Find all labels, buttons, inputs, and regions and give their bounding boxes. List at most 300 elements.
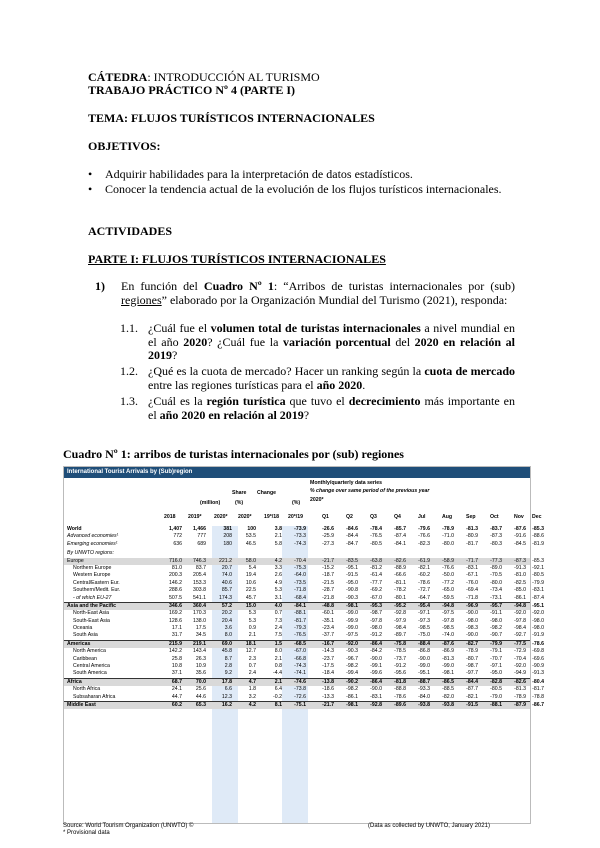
table-cell: 360.4 (193, 602, 206, 609)
table-cell: -97.8 (514, 617, 526, 624)
table-cell: 5.3 (274, 587, 282, 594)
table-cell: 169.2 (169, 610, 182, 617)
month-header: Q4 (394, 514, 401, 520)
table-cell: -79.9 (532, 579, 544, 586)
sub-question-1-2 (120, 364, 515, 392)
table-cell: 4.7 (248, 678, 256, 685)
table-cell: 2.4 (274, 625, 282, 632)
table-cell: -99.6 (370, 670, 382, 677)
table-cell: 74.0 (221, 572, 232, 579)
table-cell: 68.7 (171, 678, 182, 685)
table-cell: -77.5 (514, 640, 526, 647)
pct-header: (%) (235, 500, 244, 506)
table-cell: -67.0 (370, 594, 382, 601)
table-cell: -90.8 (346, 587, 358, 594)
table-cell: -23.7 (322, 655, 334, 662)
table-cell: -81.9 (532, 540, 544, 547)
table-cell: -80.1 (394, 594, 406, 601)
table-cell: 2.1 (248, 632, 256, 639)
table-cell: -92.0 (514, 663, 526, 670)
table-cell: -95.2 (394, 602, 406, 609)
table-cell: 208 (223, 533, 232, 540)
question-number: 1) (95, 279, 105, 293)
table-cell: 143.4 (193, 648, 206, 655)
sq-bold: variación porcentual (283, 334, 391, 349)
table-cell: -76.6 (418, 533, 430, 540)
table-cell: -17.5 (322, 663, 334, 670)
table-cell: -28.7 (322, 587, 334, 594)
table-cell: -84.6 (346, 526, 358, 532)
table-cell: -78.5 (394, 648, 406, 655)
table-cell: -75.1 (294, 701, 306, 708)
table-cell: -99.0 (346, 610, 358, 617)
table-row (64, 572, 544, 579)
table-cell: -89.0 (490, 564, 502, 571)
table-cell: -18.6 (322, 686, 334, 693)
table-cell: -48.8 (322, 602, 334, 609)
table-cell: 17.5 (195, 625, 206, 632)
table-cell: -21.7 (322, 701, 334, 708)
table-cell: -60.2 (418, 572, 430, 579)
table-cell: -66.6 (394, 572, 406, 579)
table-cell: -81.3 (442, 655, 454, 662)
table-cell: -98.3 (466, 625, 478, 632)
month-header: Nov (514, 514, 524, 520)
table-cell: -93.3 (418, 686, 430, 693)
table-cell: -82.5 (514, 579, 526, 586)
table-cell: -82.3 (418, 540, 430, 547)
table-cell: -82.1 (466, 693, 478, 700)
table-cell: -77.3 (490, 557, 502, 564)
table-cell: 142.2 (169, 648, 182, 655)
sq-text: que tuvo el (285, 394, 349, 408)
table-cell: 0.9 (248, 625, 256, 632)
table-cell: -78.9 (442, 526, 454, 532)
table-cell: -82.1 (418, 564, 430, 571)
table-cell: -83.1 (466, 564, 478, 571)
table-cell: -69.2 (370, 587, 382, 594)
year-header: 2018 (164, 514, 176, 520)
month-header: Q2 (346, 514, 353, 520)
table-cell: -87.4 (532, 594, 544, 601)
month-header: Jul (418, 514, 426, 520)
table-cell: -84.5 (514, 540, 526, 547)
table-cell: -63.8 (370, 557, 382, 564)
year-2020-header: 2020* (310, 497, 324, 503)
row-label: South-East Asia (73, 617, 110, 624)
table-cell: -94.8 (442, 602, 454, 609)
table-cell: -76.0 (466, 579, 478, 586)
table-cell: -95.1 (346, 564, 358, 571)
table-cell: 17.1 (171, 625, 182, 632)
table-cell: -73.9 (294, 526, 306, 532)
table-cell: -97.8 (442, 617, 454, 624)
monthly-subtitle: % change over same period of the previous year (310, 488, 430, 494)
table-cell: -74.0 (442, 632, 454, 639)
table-cell: -25.9 (322, 533, 334, 540)
table-cell: -88.1 (490, 701, 502, 708)
table-cell: -84.4 (346, 533, 358, 540)
table-cell: -90.0 (370, 655, 382, 662)
table-cell: -67.1 (466, 572, 478, 579)
table-cell: 25.8 (171, 655, 182, 662)
table-cell: -77.7 (370, 579, 382, 586)
table-cell: -88.9 (394, 564, 406, 571)
table-cell: -78.8 (532, 693, 544, 700)
sq-text: . (362, 377, 366, 392)
table-cell: 9.2 (224, 670, 232, 677)
table-cell: -81.8 (394, 678, 406, 685)
table-cell: -21.7 (322, 557, 334, 564)
table-cell: -90.0 (418, 655, 430, 662)
table-cell: 18.1 (245, 640, 256, 647)
sq-text: ? (303, 407, 310, 422)
table-cell: 221.2 (219, 557, 232, 564)
year-header: 2020* (238, 514, 252, 520)
table-cell: -14.3 (322, 648, 334, 655)
sq-bold: 2020 (183, 334, 208, 349)
table-cell: -92.7 (514, 632, 526, 639)
table-cell: -84.0 (418, 693, 430, 700)
table-cell: -84.4 (466, 678, 478, 685)
sq-text: ? ¿Cuál fue la (207, 334, 284, 349)
sq-bold: volumen total de turistas internacionales (210, 321, 421, 335)
table-cell: -92.8 (370, 701, 382, 708)
table-cell: -98.2 (346, 686, 358, 693)
table-cell: 3.3 (274, 564, 282, 571)
table-cell: 24.1 (171, 686, 182, 693)
table-cell: -74.6 (294, 678, 306, 685)
table-cell: -77.2 (442, 579, 454, 586)
table-cell: -87.7 (466, 686, 478, 693)
table-cell: -91.3 (532, 670, 544, 677)
table-row (64, 579, 544, 587)
monthly-title: Monthly/quarterly data series (310, 480, 383, 486)
table-cell: -69.8 (532, 648, 544, 655)
row-label: Middle East (67, 701, 96, 708)
table-cell: 34.5 (195, 632, 206, 639)
table-cell: 4.0 (274, 602, 282, 609)
table-cell: 3.6 (224, 625, 232, 632)
actividades-heading: ACTIVIDADES (88, 224, 173, 238)
month-header: Dec (532, 514, 542, 520)
table-cell: -98.1 (442, 670, 454, 677)
row-label: World (67, 526, 82, 532)
sq-text: ? (172, 348, 178, 362)
table-cell: 7.3 (274, 617, 282, 624)
table-cell: 5.4 (248, 564, 256, 571)
q1-regiones: regiones (121, 292, 162, 307)
table-cell: 3.1 (274, 594, 282, 601)
table-cell: -83.7 (490, 526, 502, 532)
q1-text: ” elaborado por la Organización Mundial del Turismo (2021), responda: (161, 292, 508, 307)
table-cell: -98.5 (418, 625, 430, 632)
table-cell: 2.1 (274, 678, 282, 685)
row-label: North America (73, 648, 106, 655)
row-label: Western Europe (73, 572, 111, 579)
table-cell: 44.6 (195, 693, 206, 700)
table-cell: -81.7 (294, 617, 306, 624)
row-label: South America (73, 670, 107, 677)
table-cell: 219.1 (193, 640, 206, 647)
table-cell: -79.0 (490, 693, 502, 700)
sq-bold: decrecimiento (348, 394, 421, 408)
table-cell: -99.0 (442, 663, 454, 670)
table-row (64, 632, 544, 639)
q1-cuadro-ref: Cuadro Nº 1 (203, 279, 274, 293)
table-cell: 0.8 (274, 663, 282, 670)
table-cell: -95.3 (370, 602, 382, 609)
table-cell: -71.8 (294, 587, 306, 594)
table-cell: 45.8 (221, 648, 232, 655)
table-cell: -92.0 (532, 610, 544, 617)
table-cell: -18.7 (322, 572, 334, 579)
table-cell: -84.1 (394, 540, 406, 547)
objective-text: Adquirir habilidades para la interpretación de datos estadísticos. (105, 167, 413, 181)
table-cell: -92.0 (346, 640, 358, 647)
table-cell: -72.6 (294, 693, 306, 700)
q1-text: En función del (121, 279, 204, 293)
table-cell: 100 (247, 526, 256, 532)
data-collected-note: (Data as collected by UNWTO, January 2021) (368, 823, 490, 829)
table-cell: -79.6 (418, 526, 430, 532)
month-header: Aug (442, 514, 453, 520)
month-header: Q3 (370, 514, 377, 520)
change-header: Change (257, 490, 277, 496)
table-cell: 20.7 (221, 564, 232, 571)
table-cell: -75.0 (418, 632, 430, 639)
table-cell: 381 (223, 526, 232, 532)
table-cell: -98.2 (490, 625, 502, 632)
sub-question-number: 1.1. (120, 321, 138, 335)
table-cell: -92.0 (514, 610, 526, 617)
table-cell: -97.8 (370, 617, 382, 624)
table-cell: -86.7 (532, 701, 544, 708)
table-cell: -50.0 (442, 572, 454, 579)
table-cell: 20.2 (221, 610, 232, 617)
table-cell: -94.8 (514, 602, 526, 609)
table-cell: -18.4 (322, 670, 334, 677)
table-cell: -61.4 (370, 572, 382, 579)
table-cell: 772 (173, 533, 182, 540)
table-cell: -16.7 (322, 640, 334, 647)
parte-heading: PARTE I: FLUJOS TURÍSTICOS INTERNACIONALES (88, 252, 386, 266)
table-cell: -82.8 (490, 678, 502, 685)
table-row (64, 610, 544, 617)
table-cell: -91.6 (514, 533, 526, 540)
table-cell: -81.0 (514, 572, 526, 579)
table-cell: -82.0 (442, 693, 454, 700)
table-cell: 200.3 (169, 572, 182, 579)
table-cell: 8.0 (224, 632, 232, 639)
table-cell: -78.9 (514, 693, 526, 700)
table-cell: -85.3 (532, 557, 544, 564)
table-cell: -95.0 (346, 579, 358, 586)
table-row (64, 670, 544, 677)
table-cell: -80.4 (532, 678, 544, 685)
table-cell: 636 (173, 540, 182, 547)
table-cell: 65.3 (195, 701, 206, 708)
table-cell: -78.6 (418, 579, 430, 586)
table-cell: -84.2 (370, 648, 382, 655)
table-body (64, 526, 544, 709)
table-cell: -87.3 (490, 533, 502, 540)
table-row (64, 686, 544, 693)
row-label: Southern/Medit. Eur. (73, 587, 121, 594)
table-cell: -73.3 (294, 533, 306, 540)
table-cell: -79.1 (490, 648, 502, 655)
table-cell: 746.3 (193, 557, 206, 564)
table-cell: 12.3 (221, 693, 232, 700)
table-cell: -82.6 (394, 557, 406, 564)
table-cell: -97.5 (346, 632, 358, 639)
table-cell: -98.7 (370, 610, 382, 617)
table-cell: -75.8 (394, 640, 406, 647)
table-cell: 1,466 (193, 526, 206, 532)
table-cell: -74.1 (294, 670, 306, 677)
table-cell: -70.4 (514, 655, 526, 662)
table-cell: -90.0 (466, 610, 478, 617)
table-cell: -98.0 (370, 625, 382, 632)
table-cell: -86.1 (346, 693, 358, 700)
cuadro-caption: Cuadro Nº 1: arribos de turistas internacionales por (sub) regiones (63, 447, 404, 461)
table-cell: -61.9 (418, 557, 430, 564)
table-cell: -13.8 (322, 678, 334, 685)
table-cell: 3.8 (274, 526, 282, 532)
table-cell: 1.5 (274, 640, 282, 647)
table-cell: -78.6 (532, 640, 544, 647)
table-cell: 205.4 (193, 572, 206, 579)
table-cell: 138.0 (193, 617, 206, 624)
table-cell: 303.8 (193, 587, 206, 594)
table-title: International Tourist Arrivals by (Sub)region (64, 467, 530, 478)
table-row (64, 533, 544, 540)
table-cell: 2.8 (224, 663, 232, 670)
table-cell: -91.5 (346, 572, 358, 579)
table-row (64, 564, 544, 572)
table-cell: -98.1 (346, 602, 358, 609)
table-cell: -69.4 (466, 587, 478, 594)
table-cell: -78.2 (394, 587, 406, 594)
year-header: 20*/19 (288, 514, 304, 520)
table-cell: 70.0 (195, 678, 206, 685)
table-cell: -87.6 (514, 526, 526, 532)
table-row (64, 648, 544, 655)
objective-text: Conocer la tendencia actual de la evolución de los flujos turísticos internacionales. (105, 182, 502, 196)
table-cell: -68.4 (294, 594, 306, 601)
row-label: North Africa (73, 686, 101, 693)
table-cell: -95.7 (490, 602, 502, 609)
table-cell: -80.0 (442, 540, 454, 547)
sub-question-1-1 (120, 321, 515, 363)
table-cell: -90.2 (346, 678, 358, 685)
table-cell: -4.4 (273, 670, 282, 677)
table-cell: -98.0 (532, 625, 544, 632)
catedra-line (88, 70, 320, 84)
table-cell: -94.9 (514, 670, 526, 677)
table-cell: -91.9 (532, 632, 544, 639)
table-cell: 1,407 (169, 526, 182, 532)
table-row (64, 640, 544, 648)
table-cell: -73.8 (294, 686, 306, 693)
table-cell: -98.4 (514, 625, 526, 632)
table-cell: -95.1 (532, 602, 544, 609)
table-cell: 2.4 (248, 670, 256, 677)
table-cell: 10.6 (245, 579, 256, 586)
table-cell: -70.4 (294, 557, 306, 564)
table-cell: -91.1 (490, 610, 502, 617)
table-cell: -80.9 (466, 533, 478, 540)
row-label: - of which EU-27 (73, 594, 112, 601)
table-cell: 8.0 (274, 648, 282, 655)
table-cell: -71.0 (442, 533, 454, 540)
sub-question-1-3 (120, 394, 515, 422)
table-cell: 288.6 (169, 587, 182, 594)
month-header: Sep (466, 514, 476, 520)
table-cell: -23.4 (322, 625, 334, 632)
table-cell: 6.6 (224, 686, 232, 693)
sq-bold: año 2020 (316, 377, 363, 392)
table-source: Source: World Tourism Organization (UNWTO) © (63, 823, 194, 829)
table-cell: 45.7 (245, 594, 256, 601)
table-cell: -82.6 (514, 678, 526, 685)
share-header: Share (232, 490, 247, 496)
table-cell: -97.3 (418, 617, 430, 624)
table-cell: 58.0 (245, 557, 256, 564)
table-cell: -80.5 (490, 686, 502, 693)
table-cell: -76.5 (370, 533, 382, 540)
table-cell: -99.0 (346, 625, 358, 632)
row-label: Central America (73, 663, 110, 670)
table-cell: 25.6 (195, 686, 206, 693)
row-label: Oceania (73, 625, 93, 632)
table-cell: -35.1 (322, 617, 334, 624)
table-cell: 8.1 (274, 701, 282, 708)
table-cell: 40.6 (221, 579, 232, 586)
table-cell: -87.3 (514, 557, 526, 564)
row-label: Europe (67, 557, 84, 564)
table-cell: -86.8 (418, 648, 430, 655)
table-cell: -80.3 (490, 540, 502, 547)
table-cell: -83.1 (370, 693, 382, 700)
table-row (64, 617, 544, 625)
table-cell: -37.7 (322, 632, 334, 639)
question-1 (95, 279, 515, 307)
year-header: 2020* (214, 514, 228, 520)
table-cell: 6.4 (274, 686, 282, 693)
table-cell: -80.5 (532, 572, 544, 579)
table-cell: -84.7 (346, 540, 358, 547)
table-cell: -99.4 (346, 670, 358, 677)
bullet-icon: • (88, 167, 93, 181)
table-cell: 85.7 (221, 587, 232, 594)
sq-text: ¿Cuál fue el (148, 321, 211, 335)
sq-bold: región turística (206, 394, 286, 408)
table-cell: 153.3 (193, 579, 206, 586)
table-cell: -78.4 (370, 526, 382, 532)
table-cell: -66.8 (294, 655, 306, 662)
table-cell: 4.2 (248, 701, 256, 708)
table-cell: -75.3 (294, 564, 306, 571)
table-cell: 60.2 (171, 701, 182, 708)
table-cell: -74.3 (294, 540, 306, 547)
table-row (64, 663, 544, 670)
table-cell: 2.3 (248, 655, 256, 662)
table-cell: -92.1 (532, 564, 544, 571)
table-cell: -76.6 (442, 564, 454, 571)
table-cell: -95.0 (490, 670, 502, 677)
arrivals-table (63, 466, 544, 824)
